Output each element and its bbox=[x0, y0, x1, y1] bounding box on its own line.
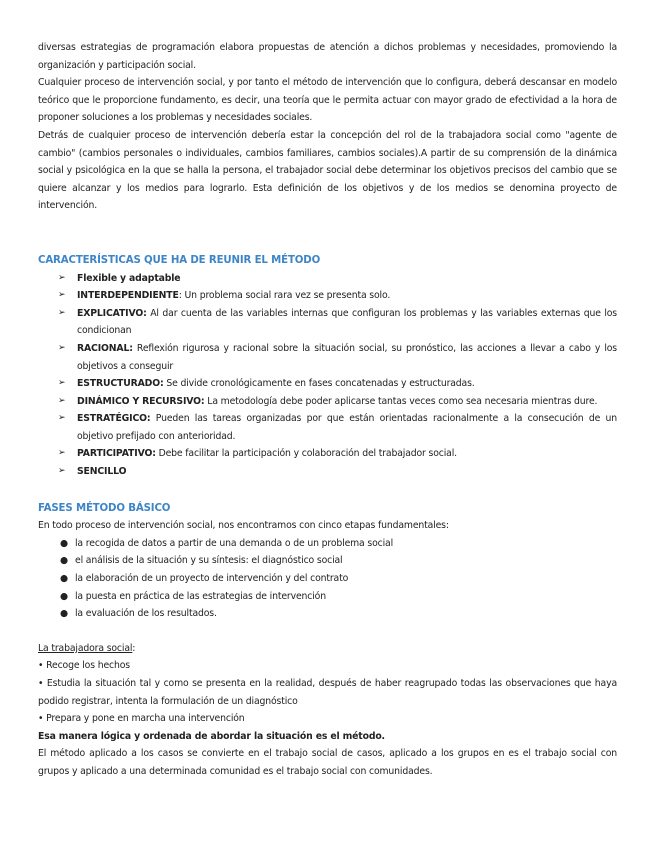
item-term: EXPLICATIVO: bbox=[77, 307, 147, 319]
item-term: RACIONAL: bbox=[77, 342, 133, 354]
item-text: Debe facilitar la participación y colaboración del trabajador social. bbox=[155, 448, 457, 460]
caracteristica-item bbox=[38, 270, 617, 288]
fase-item bbox=[38, 588, 617, 606]
intro-paragraph-1: diversas estrategias de programación elabora propuestas de atención a dichos problemas y necesidades, promoviendo la organización y participación social. bbox=[38, 42, 617, 71]
item-term: SENCILLO bbox=[77, 466, 127, 478]
fase-item bbox=[38, 570, 617, 588]
item-text: Al dar cuenta de las variables internas que configuran los problemas y las variables externas que los condicionan bbox=[77, 307, 617, 337]
item-text: Reflexión rigurosa y racional sobre la situación social, su pronóstico, las acciones a llevar a cabo y los objetivos a conseguir bbox=[77, 342, 617, 372]
arrow-bullet-icon: ➢ bbox=[58, 342, 66, 353]
caracteristica-item bbox=[38, 393, 617, 411]
fases-list bbox=[38, 535, 617, 623]
arrow-bullet-icon: ➢ bbox=[58, 448, 66, 459]
bullet-dot-icon: ● bbox=[60, 573, 68, 585]
intro-paragraph-3: Detrás de cualquier proceso de intervención debería estar la concepción del rol de la trabajadora social como "agente de cambio" (cambios personales o individuales, cambios familiares, cambios sociales).A partir de su comprensión de la dinámica social y psicológica en la que se halla la persona, el trabajador social debe determinar los objetivos precisos del cambio que se quiere alcanzar y los medios para lograrlo. Esta definición de los objetivos y de los medios se denomina proyecto de intervención. bbox=[38, 129, 617, 212]
item-text: La metodología debe poder aplicarse tantas veces como sea necesaria mientras dure. bbox=[204, 395, 598, 407]
caracteristica-item bbox=[38, 463, 617, 481]
closing-paragraph: El método aplicado a los casos se convierte en el trabajo social de casos, aplicado a los grupos en es el trabajo social con grupos y aplicado a una determinada comunidad es el trabajo social con comunidades. bbox=[38, 748, 617, 777]
caracteristica-item bbox=[38, 445, 617, 463]
item-text: Se divide cronológicamente en fases concatenadas y estructuradas. bbox=[163, 378, 475, 390]
bold-statement bbox=[38, 728, 617, 746]
caracteristica-item bbox=[38, 340, 617, 375]
caracteristicas-heading: CARACTERÍSTICAS QUE HA DE REUNIR EL MÉTODO bbox=[38, 254, 321, 266]
intro-paragraph-2: Cualquier proceso de intervención social, y por tanto el método de intervención que lo configura, deberá descansar en modelo teórico que le proporcione fundamento, es decir, una teoría que le permita actuar con mayor grado de efectividad a la hora de proponer soluciones a los problemas y necesidades sociales. bbox=[38, 77, 617, 124]
caracteristica-item bbox=[38, 375, 617, 393]
trabajadora-line: • Recoge los hechos bbox=[38, 660, 130, 672]
arrow-bullet-icon: ➢ bbox=[58, 466, 66, 477]
item-text: Pueden las tareas organizadas por que están orientadas racionalmente a la consecución de un objetivo prefijado con anterioridad. bbox=[77, 413, 617, 442]
caracteristicas-list bbox=[38, 270, 617, 481]
fase-text: el análisis de la situación y su síntesis: el diagnóstico social bbox=[75, 555, 343, 567]
arrow-bullet-icon: ➢ bbox=[58, 413, 66, 424]
arrow-bullet-icon: ➢ bbox=[58, 272, 66, 283]
trabajadora-line: • Estudia la situación tal y como se presenta en la realidad, después de haber reagrupado todas las observaciones que haya podido registrar, intenta la formulación de un diagnóstico bbox=[38, 678, 617, 707]
fase-item bbox=[38, 552, 617, 570]
bullet-dot-icon: ● bbox=[60, 590, 68, 602]
item-term: DINÁMICO Y RECURSIVO: bbox=[77, 395, 205, 407]
fase-item bbox=[38, 535, 617, 553]
fase-item bbox=[38, 605, 617, 623]
bullet-dot-icon: ● bbox=[60, 608, 68, 620]
fase-text: la recogida de datos a partir de una demanda o de un problema social bbox=[75, 537, 394, 549]
bold-statement-text: Esa manera lógica y ordenada de abordar la situación es el método. bbox=[38, 730, 385, 742]
fases-intro: En todo proceso de intervención social, nos encontramos con cinco etapas fundamentales: bbox=[38, 520, 449, 532]
trabajadora-title-text: La trabajadora social bbox=[38, 642, 133, 654]
fase-text: la elaboración de un proyecto de intervención y del contrato bbox=[75, 573, 349, 585]
fase-text: la evaluación de los resultados. bbox=[75, 608, 217, 620]
caracteristica-item bbox=[38, 410, 617, 445]
trabajadora-line: • Prepara y pone en marcha una intervención bbox=[38, 713, 245, 725]
fases-heading: FASES MÉTODO BÁSICO bbox=[38, 502, 171, 514]
arrow-bullet-icon: ➢ bbox=[58, 395, 66, 406]
fase-text: la puesta en práctica de las estrategias de intervención bbox=[75, 590, 326, 602]
colon: : bbox=[132, 642, 136, 654]
item-term: PARTICIPATIVO: bbox=[77, 448, 156, 460]
arrow-bullet-icon: ➢ bbox=[58, 307, 66, 318]
item-term: Flexible y adaptable bbox=[77, 272, 181, 284]
arrow-bullet-icon: ➢ bbox=[58, 290, 66, 301]
caracteristica-item bbox=[38, 305, 617, 340]
bullet-dot-icon: ● bbox=[60, 555, 68, 567]
caracteristica-item bbox=[38, 287, 617, 305]
item-term: INTERDEPENDIENTE bbox=[77, 290, 179, 302]
trabajadora-title bbox=[38, 640, 617, 658]
item-term: ESTRUCTURADO: bbox=[77, 378, 164, 390]
document-page bbox=[38, 39, 617, 781]
item-text: : Un problema social rara vez se presenta solo. bbox=[178, 290, 391, 302]
arrow-bullet-icon: ➢ bbox=[58, 378, 66, 389]
bullet-dot-icon: ● bbox=[60, 537, 68, 549]
item-term: ESTRATÉGICO: bbox=[77, 413, 151, 425]
